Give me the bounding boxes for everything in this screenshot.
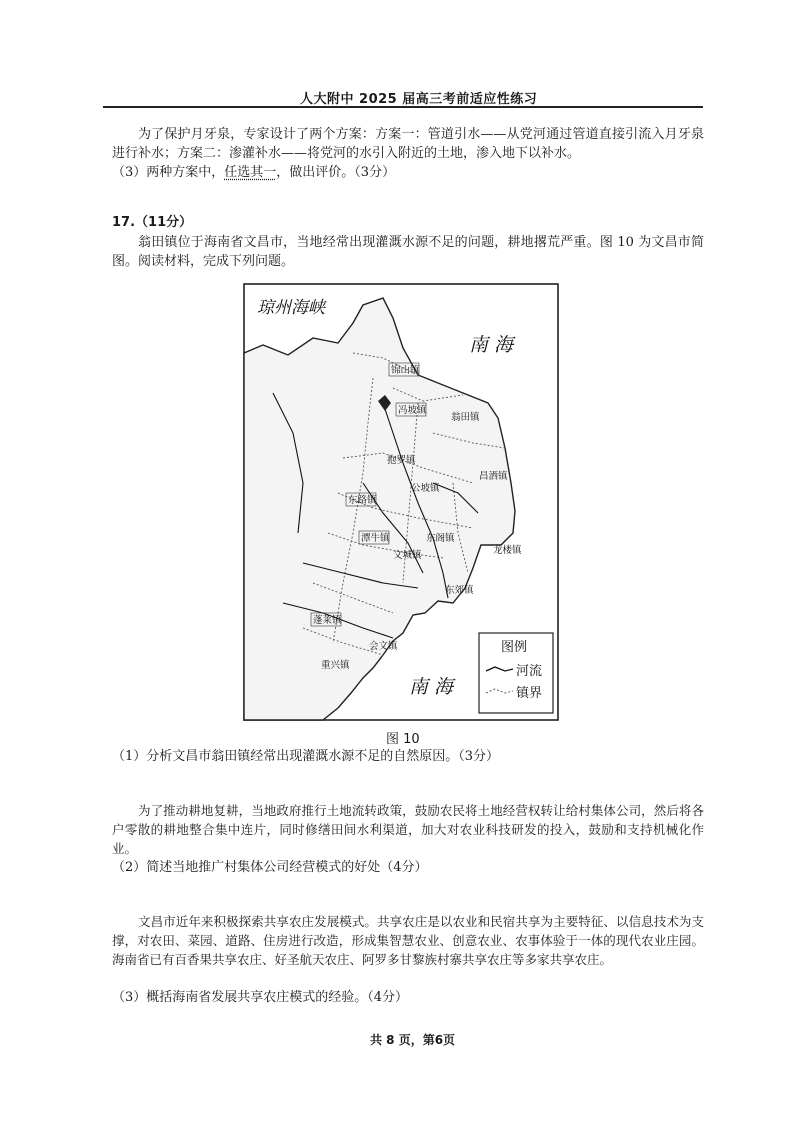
town-label: 冯坡镇 (398, 405, 427, 416)
legend-boundary-label: 镇界 (516, 686, 543, 701)
question-17-material-3: 文昌市近年来积极探索共享农庄发展模式。共享农庄是以农业和民宿共享为主要特征、以信息技术为支撑，对农田、菜园、道路、住房进行改造，形成集智慧农业、创意农业、农事体验于一体的现代农业庄园。海南省已有百香果共享农庄、好圣航天农庄、阿罗多甘黎族村寨共享农庄等多家共享农庄。 (112, 914, 704, 967)
map-svg (243, 283, 559, 721)
town-label: 抱罗镇 (387, 455, 416, 466)
town-label: 蓬莱镇 (313, 615, 342, 626)
town-label: 东路镇 (348, 495, 377, 506)
town-label: 公坡镇 (411, 483, 440, 494)
question-17-material-2: 为了推动耕地复耕，当地政府推行土地流转政策，鼓励农民将土地经营权转让给村集体公司，然后将各户零散的耕地整合集中连片，同时修缮田间水利渠道，加大对农业科技研发的投入，鼓励和支持机械化作业。 (112, 803, 704, 856)
town-label: 会文镇 (369, 641, 398, 652)
wenchang-map-figure (243, 283, 559, 721)
question-17-intro: 翁田镇位于海南省文昌市，当地经常出现灌溉水源不足的问题，耕地撂荒严重。图 10 为文昌市简图。阅读材料，完成下列问题。 (112, 235, 704, 269)
sea-label-south: 南 海 (409, 676, 454, 698)
question-17-2: （2）简述当地推广村集体公司经营模式的好处（4分） (112, 860, 428, 875)
town-label: 东阁镇 (426, 533, 455, 544)
page-footer: 共 8 页，第6页 (370, 1033, 456, 1047)
question-17-3: （3）概括海南省发展共享农庄模式的经验。（4分） (112, 990, 409, 1005)
town-label: 锦山镇 (391, 365, 420, 376)
prev-question-3 (112, 163, 704, 182)
town-label: 重兴镇 (321, 660, 350, 671)
question-17-1: （1）分析文昌市翁田镇经常出现灌溉水源不足的自然原因。（3分） (112, 749, 500, 764)
town-label: 昌洒镇 (479, 471, 508, 482)
town-label: 龙楼镇 (493, 545, 522, 556)
question-17-heading: 17.（11分） (112, 215, 193, 230)
sea-label-east: 南 海 (469, 334, 514, 356)
sea-label-qiongzhou: 琼州海峡 (257, 298, 325, 318)
legend-title: 图例 (501, 640, 528, 655)
map-legend (479, 633, 553, 713)
town-label: 东郊镇 (445, 585, 474, 596)
question-suffix: ，做出评价。（3分） (276, 165, 396, 180)
exam-header-title: 人大附中 2025 届高三考前适应性练习 (300, 92, 538, 107)
figure-caption: 图 10 (386, 732, 420, 747)
town-label: 潭牛镇 (361, 533, 390, 544)
legend-river-label: 河流 (516, 664, 543, 679)
question-prefix: （3）两种方案中， (112, 165, 225, 180)
town-label: 翁田镇 (451, 412, 480, 423)
prev-material-paragraph: 为了保护月牙泉，专家设计了两个方案：方案一：管道引水——从党河通过管道直接引流入月牙泉进行补水；方案二：渗灌补水——将党河的水引入附近的土地，渗入地下以补水。 (112, 127, 704, 161)
question-emphasis: 任选其一 (224, 165, 277, 180)
header-rule (103, 106, 703, 108)
town-label: 文城镇 (393, 550, 422, 561)
